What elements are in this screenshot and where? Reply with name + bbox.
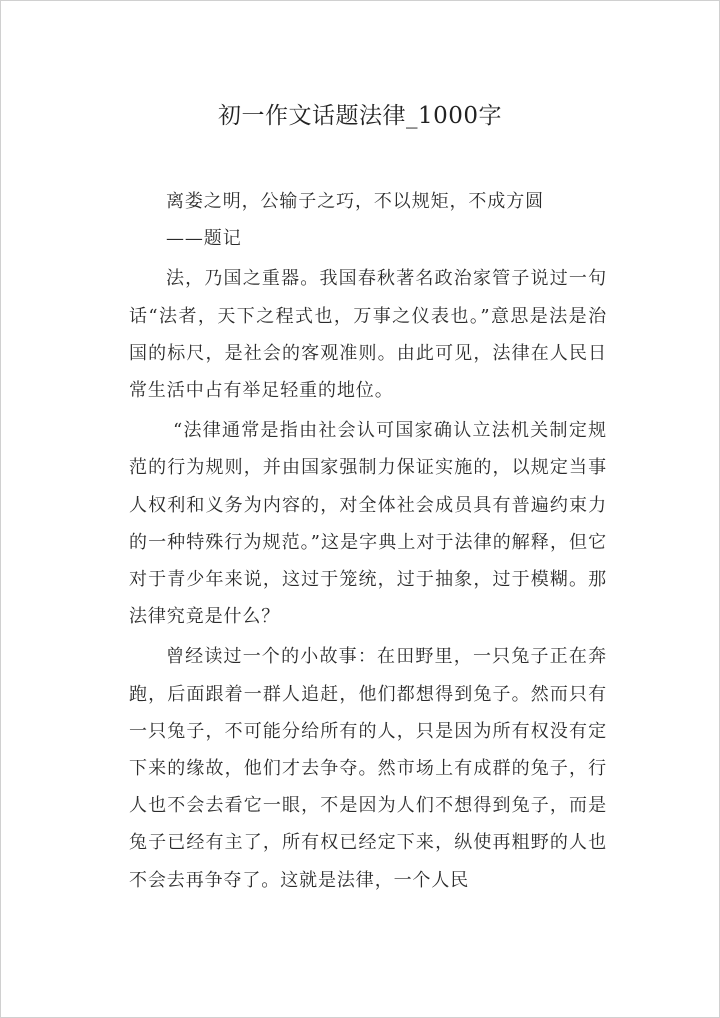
paragraph-2: “法律通常是指由社会认可国家确认立法机关制定规范的行为规则，并由国家强制力保证实施的，以规定当事人权利和义务为内容的，对全体社会成员具有普遍约束力的一种特殊行为规范。”这是字典上对于法律的解释，但它对于青少年来说，这过于笼统，过于抽象，过于模糊。那法律究竟是什么？ <box>129 420 607 628</box>
document-body <box>129 183 607 902</box>
document-title: 初一作文话题法律_1000字 <box>217 103 503 129</box>
paragraph-1: 法，乃国之重器。我国春秋著名政治家管子说过一句话“法者，天下之程式也，万事之仪表也。”意思是法是治国的标尺，是社会的客观准则。由此可见，法律在人民日常生活中占有举足轻重的地位。 <box>129 268 607 402</box>
paragraph-3: 曾经读过一个的小故事：在田野里，一只兔子正在奔跑，后面跟着一群人追赶，他们都想得到兔子。然而只有一只兔子，不可能分给所有的人，只是因为所有权没有定下来的缘故，他们才去争夺。然市场上有成群的兔子，行人也不会去看它一眼，不是因为人们不想得到兔子，而是兔子已经有主了，所有权已经定下来，纵使再粗野的人也不会去再争夺了。这就是法律，一个人民 <box>129 646 607 891</box>
epigraph: 离娄之明，公输子之巧，不以规矩，不成方圆 <box>166 191 544 212</box>
epigraph-signature: ——题记 <box>166 228 242 250</box>
